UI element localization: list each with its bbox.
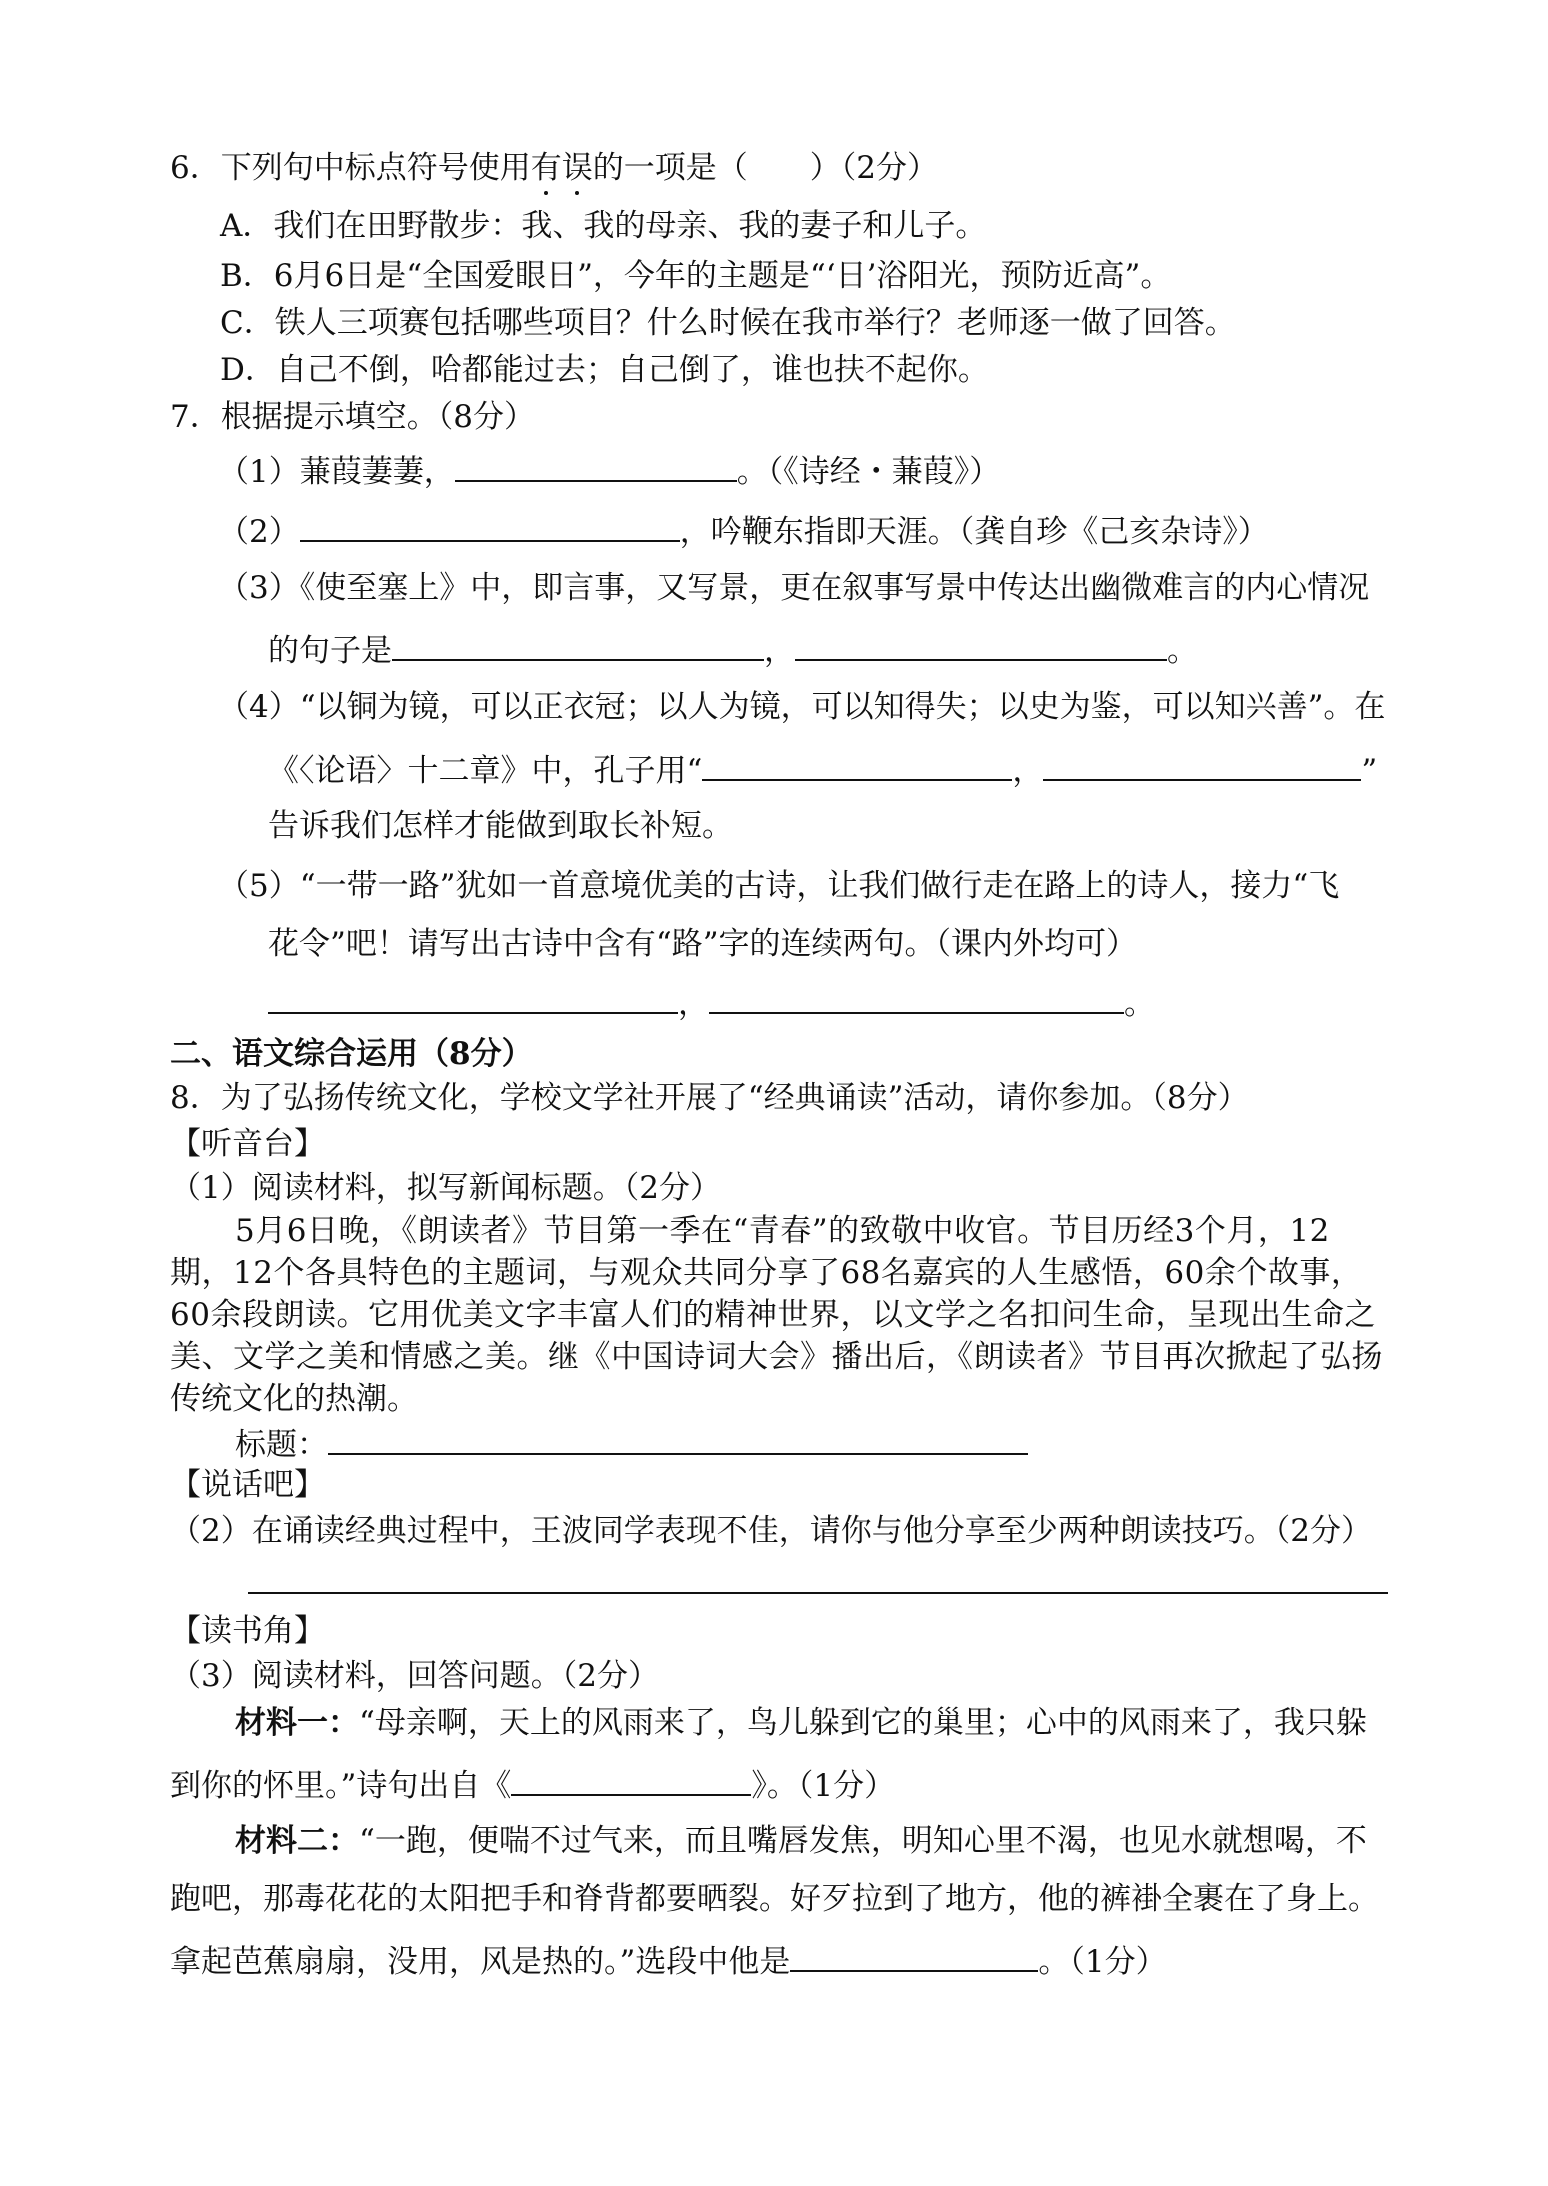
answer-blank[interactable] (795, 627, 1167, 661)
q6-option-a: A．我们在田野散步：我、我的母亲、我的妻子和儿子。 (220, 208, 987, 244)
subsection-label: 【读书角】 (170, 1613, 325, 1649)
passage-line: 期，12个各具特色的主题词，与观众共同分享了68名嘉宾的人生感悟，60余个故事， (170, 1255, 1363, 1291)
material-2-line2: 跑吧，那毒花花的太阳把手和脊背都要晒裂。好歹拉到了地方，他的裤褂全裹在了身上。 (170, 1881, 1379, 1917)
answer-blank[interactable] (1043, 747, 1361, 781)
passage-line: 60余段朗读。它用优美文字丰富人们的精神世界，以文学之名扣问生命，呈现出生命之 (170, 1297, 1376, 1333)
answer-blank[interactable] (790, 1938, 1038, 1972)
material-1-line2: 到你的怀里。”诗句出自《 》。（1分） (170, 1762, 895, 1806)
passage-line: 传统文化的热潮。 (170, 1381, 418, 1417)
q8-part2: （2）在诵读经典过程中，王波同学表现不佳，请你与他分享至少两种朗读技巧。（2分） (170, 1513, 1372, 1549)
q6-option-c: C．铁人三项赛包括哪些项目？什么时候在我市举行？老师逐一做了回答。 (220, 305, 1236, 341)
material-2-line3: 拿起芭蕉扇扇，没用，风是热的。”选段中他是 。（1分） (170, 1938, 1167, 1982)
q6-option-b: B．6月6日是“全国爱眼日”，今年的主题是“‘日’浴阳光，预防近高”。 (220, 258, 1172, 294)
q6-option-d: D．自己不倒，哈都能过去；自己倒了，谁也扶不起你。 (220, 352, 989, 388)
q7-sub4-line2: 《〈论语〉十二章》中，孔子用“ ， ” (268, 747, 1377, 791)
q6-stem: 6．下列句中标点符号使用有误的一项是（ ）（2分） (170, 150, 938, 186)
material-2-line1: 材料二：“一跑，便喘不过气来，而且嘴唇发焦，明知心里不渴，也见水就想喝，不 (235, 1823, 1367, 1859)
q7-sub4-line1: （4）“以铜为镜，可以正衣冠；以人为镜，可以知得失；以史为鉴，可以知兴善”。在 (218, 689, 1386, 725)
subsection-label: 【听音台】 (170, 1126, 325, 1162)
q7-sub1: （1）蒹葭萋萋， 。（《诗经・蒹葭》） (218, 448, 1000, 492)
q8-part1: （1）阅读材料，拟写新闻标题。（2分） (170, 1170, 721, 1206)
answer-blank[interactable] (268, 980, 678, 1014)
answer-blank[interactable] (328, 1421, 1028, 1455)
q7-sub3-line2: 的句子是 ， 。 (268, 627, 1198, 671)
answer-line[interactable] (248, 1592, 1388, 1594)
q7-sub4-line3: 告诉我们怎样才能做到取长补短。 (268, 808, 733, 844)
q7-sub5-line1: （5）“一带一路”犹如一首意境优美的古诗，让我们做行走在路上的诗人，接力“飞 (218, 868, 1340, 904)
q7-sub5-line3: ， 。 (268, 980, 1155, 1024)
answer-blank[interactable] (455, 448, 737, 482)
material-1-line1: 材料一：“母亲啊，天上的风雨来了，鸟儿躲到它的巢里；心中的风雨来了，我只躲 (235, 1705, 1367, 1741)
q7-sub3-line1: （3）《使至塞上》中，即言事，又写景，更在叙事写景中传达出幽微难言的内心情况 (218, 570, 1370, 606)
q8-part3: （3）阅读材料，回答问题。（2分） (170, 1658, 659, 1694)
q7-stem: 7．根据提示填空。（8分） (170, 399, 535, 435)
answer-blank[interactable] (300, 508, 680, 542)
answer-blank[interactable] (709, 980, 1124, 1014)
q8-stem: 8．为了弘扬传统文化，学校文学社开展了“经典诵读”活动，请你参加。（8分） (170, 1080, 1249, 1116)
q7-sub5-line2: 花令”吧！请写出古诗中含有“路”字的连续两句。（课内外均可） (268, 926, 1138, 962)
passage-line: 5月6日晚，《朗读者》节目第一季在“青春”的致敬中收官。节目历经3个月，12 (235, 1213, 1330, 1249)
passage-line: 美、文学之美和情感之美。继《中国诗词大会》播出后，《朗读者》节目再次掀起了弘扬 (170, 1339, 1383, 1375)
q7-sub2: （2） ，吟鞭东指即天涯。（龚自珍《己亥杂诗》） (218, 508, 1269, 552)
answer-blank[interactable] (511, 1762, 751, 1796)
subsection-label: 【说话吧】 (170, 1467, 325, 1503)
section-title: 二、语文综合运用（8分） (170, 1036, 533, 1072)
answer-blank[interactable] (392, 627, 764, 661)
answer-blank[interactable] (702, 747, 1012, 781)
headline-answer: 标题： (235, 1421, 1028, 1465)
